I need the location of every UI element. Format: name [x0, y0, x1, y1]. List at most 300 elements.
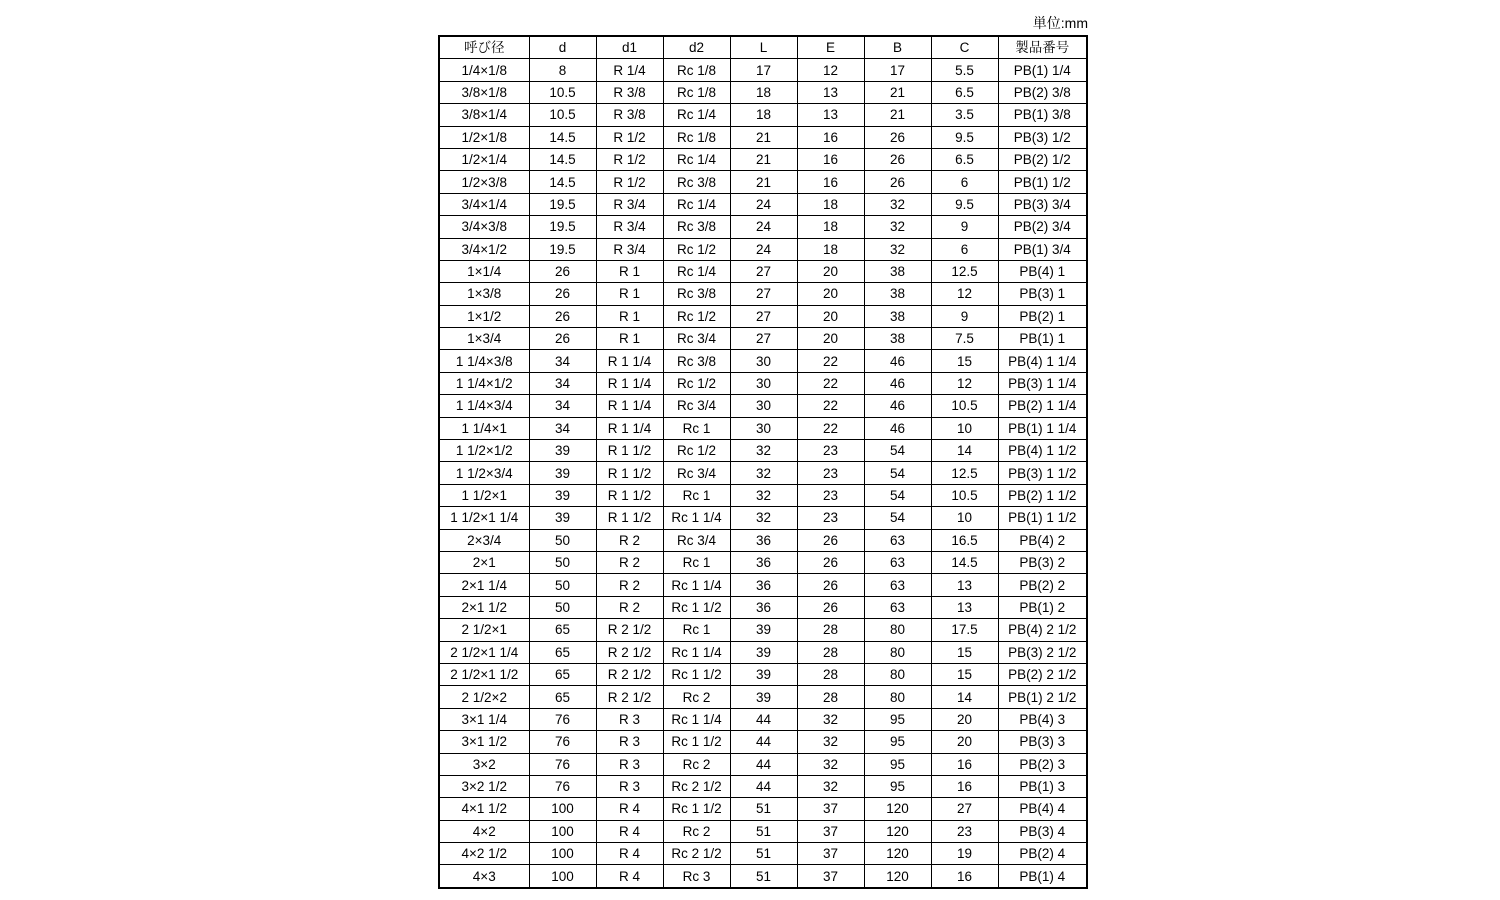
cell-product-number: PB(1) 1/4 — [998, 59, 1087, 81]
cell-d: 14.5 — [529, 171, 596, 193]
table-row — [439, 731, 1087, 753]
cell-l: 44 — [730, 775, 797, 797]
cell-product-number: PB(2) 3 — [998, 753, 1087, 775]
cell-l: 18 — [730, 104, 797, 126]
cell-e: 18 — [797, 216, 864, 238]
cell-d2: Rc 1 1/2 — [663, 731, 730, 753]
cell-product-number: PB(2) 4 — [998, 843, 1087, 865]
column-header-nominal-size: 呼び径 — [439, 36, 529, 59]
cell-l: 36 — [730, 551, 797, 573]
cell-b: 21 — [864, 81, 931, 103]
cell-nominal-size: 1×1/2 — [439, 305, 529, 327]
cell-c: 5.5 — [931, 59, 998, 81]
cell-product-number: PB(3) 1/2 — [998, 126, 1087, 148]
cell-e: 18 — [797, 193, 864, 215]
cell-b: 32 — [864, 193, 931, 215]
cell-d: 50 — [529, 574, 596, 596]
cell-d2: Rc 3/8 — [663, 171, 730, 193]
cell-e: 16 — [797, 126, 864, 148]
cell-d1: R 2 — [596, 596, 663, 618]
cell-e: 26 — [797, 596, 864, 618]
cell-d: 34 — [529, 395, 596, 417]
cell-d: 34 — [529, 372, 596, 394]
cell-d2: Rc 1 — [663, 619, 730, 641]
cell-d1: R 1 — [596, 260, 663, 282]
cell-c: 16.5 — [931, 529, 998, 551]
cell-l: 39 — [730, 641, 797, 663]
table-row — [439, 216, 1087, 238]
cell-d: 65 — [529, 641, 596, 663]
cell-d1: R 1/4 — [596, 59, 663, 81]
cell-nominal-size: 1/2×3/8 — [439, 171, 529, 193]
cell-d1: R 1 1/4 — [596, 417, 663, 439]
cell-e: 26 — [797, 551, 864, 573]
cell-product-number: PB(2) 1 1/2 — [998, 484, 1087, 506]
cell-l: 17 — [730, 59, 797, 81]
table-row — [439, 462, 1087, 484]
table-row — [439, 328, 1087, 350]
cell-d2: Rc 1 1/4 — [663, 641, 730, 663]
cell-d: 26 — [529, 260, 596, 282]
cell-l: 27 — [730, 283, 797, 305]
table-row — [439, 775, 1087, 797]
cell-d2: Rc 3/8 — [663, 283, 730, 305]
table-body — [439, 59, 1087, 888]
table-row — [439, 395, 1087, 417]
cell-d1: R 1/2 — [596, 148, 663, 170]
table-row — [439, 193, 1087, 215]
cell-c: 12.5 — [931, 260, 998, 282]
table-row — [439, 641, 1087, 663]
cell-nominal-size: 1 1/4×1 — [439, 417, 529, 439]
cell-d: 50 — [529, 529, 596, 551]
cell-product-number: PB(3) 3 — [998, 731, 1087, 753]
cell-nominal-size: 1×1/4 — [439, 260, 529, 282]
table-row — [439, 798, 1087, 820]
cell-product-number: PB(3) 2 1/2 — [998, 641, 1087, 663]
cell-d: 39 — [529, 440, 596, 462]
cell-c: 6.5 — [931, 81, 998, 103]
cell-c: 10.5 — [931, 395, 998, 417]
cell-d1: R 3/8 — [596, 104, 663, 126]
cell-d: 19.5 — [529, 238, 596, 260]
table-header-row — [439, 36, 1087, 59]
cell-d1: R 3/8 — [596, 81, 663, 103]
cell-nominal-size: 3/4×1/4 — [439, 193, 529, 215]
cell-b: 38 — [864, 283, 931, 305]
cell-product-number: PB(4) 2 1/2 — [998, 619, 1087, 641]
table-row — [439, 619, 1087, 641]
cell-c: 9.5 — [931, 193, 998, 215]
column-header-e: E — [797, 36, 864, 59]
cell-c: 16 — [931, 865, 998, 888]
cell-d1: R 1 1/2 — [596, 440, 663, 462]
cell-e: 12 — [797, 59, 864, 81]
table-row — [439, 484, 1087, 506]
cell-b: 54 — [864, 440, 931, 462]
table-row — [439, 753, 1087, 775]
cell-d: 100 — [529, 798, 596, 820]
cell-d2: Rc 1/2 — [663, 440, 730, 462]
cell-c: 10 — [931, 507, 998, 529]
cell-l: 21 — [730, 171, 797, 193]
table-row — [439, 843, 1087, 865]
cell-product-number: PB(1) 1 1/2 — [998, 507, 1087, 529]
cell-e: 23 — [797, 462, 864, 484]
cell-b: 54 — [864, 484, 931, 506]
cell-c: 23 — [931, 820, 998, 842]
cell-product-number: PB(4) 1 1/4 — [998, 350, 1087, 372]
cell-d: 39 — [529, 462, 596, 484]
cell-product-number: PB(3) 1 — [998, 283, 1087, 305]
cell-product-number: PB(1) 2 1/2 — [998, 686, 1087, 708]
cell-b: 38 — [864, 260, 931, 282]
cell-b: 95 — [864, 731, 931, 753]
table-row — [439, 440, 1087, 462]
cell-e: 37 — [797, 820, 864, 842]
cell-nominal-size: 3/8×1/4 — [439, 104, 529, 126]
cell-c: 12 — [931, 283, 998, 305]
cell-nominal-size: 1 1/4×3/4 — [439, 395, 529, 417]
table-row — [439, 663, 1087, 685]
cell-c: 15 — [931, 350, 998, 372]
cell-product-number: PB(1) 3/8 — [998, 104, 1087, 126]
cell-b: 32 — [864, 216, 931, 238]
cell-d1: R 1 — [596, 328, 663, 350]
cell-d2: Rc 1/8 — [663, 126, 730, 148]
cell-product-number: PB(2) 1 1/4 — [998, 395, 1087, 417]
cell-product-number: PB(2) 3/4 — [998, 216, 1087, 238]
cell-product-number: PB(1) 2 — [998, 596, 1087, 618]
unit-label: 単位:mm — [1032, 15, 1088, 31]
cell-d1: R 2 1/2 — [596, 686, 663, 708]
cell-b: 46 — [864, 350, 931, 372]
cell-l: 51 — [730, 843, 797, 865]
cell-d1: R 3 — [596, 731, 663, 753]
table-row — [439, 260, 1087, 282]
cell-product-number: PB(1) 4 — [998, 865, 1087, 888]
cell-nominal-size: 2×1 — [439, 551, 529, 573]
cell-d: 76 — [529, 731, 596, 753]
cell-l: 18 — [730, 81, 797, 103]
cell-c: 27 — [931, 798, 998, 820]
cell-d1: R 2 1/2 — [596, 619, 663, 641]
cell-d1: R 2 1/2 — [596, 641, 663, 663]
cell-d: 39 — [529, 484, 596, 506]
cell-l: 24 — [730, 216, 797, 238]
cell-l: 30 — [730, 372, 797, 394]
cell-nominal-size: 1×3/4 — [439, 328, 529, 350]
cell-d: 65 — [529, 663, 596, 685]
cell-d1: R 2 — [596, 551, 663, 573]
table-row — [439, 238, 1087, 260]
table-row — [439, 417, 1087, 439]
cell-c: 10.5 — [931, 484, 998, 506]
cell-nominal-size: 4×2 — [439, 820, 529, 842]
cell-c: 19 — [931, 843, 998, 865]
cell-nominal-size: 4×1 1/2 — [439, 798, 529, 820]
cell-d1: R 4 — [596, 820, 663, 842]
column-header-c: C — [931, 36, 998, 59]
cell-d: 50 — [529, 551, 596, 573]
cell-l: 30 — [730, 350, 797, 372]
cell-d1: R 3/4 — [596, 216, 663, 238]
cell-b: 63 — [864, 529, 931, 551]
cell-d: 39 — [529, 507, 596, 529]
cell-d2: Rc 1 1/2 — [663, 663, 730, 685]
cell-e: 20 — [797, 328, 864, 350]
cell-nominal-size: 3/4×1/2 — [439, 238, 529, 260]
table-row — [439, 283, 1087, 305]
cell-product-number: PB(3) 1 1/4 — [998, 372, 1087, 394]
cell-nominal-size: 3×1 1/2 — [439, 731, 529, 753]
cell-b: 54 — [864, 462, 931, 484]
cell-d1: R 3 — [596, 775, 663, 797]
cell-nominal-size: 3×2 — [439, 753, 529, 775]
cell-b: 63 — [864, 574, 931, 596]
cell-e: 13 — [797, 104, 864, 126]
cell-b: 26 — [864, 148, 931, 170]
cell-b: 46 — [864, 372, 931, 394]
cell-nominal-size: 3×1 1/4 — [439, 708, 529, 730]
cell-b: 95 — [864, 753, 931, 775]
cell-d2: Rc 3/4 — [663, 529, 730, 551]
cell-d2: Rc 1 1/4 — [663, 708, 730, 730]
cell-l: 32 — [730, 484, 797, 506]
cell-d1: R 3/4 — [596, 193, 663, 215]
cell-b: 63 — [864, 596, 931, 618]
cell-d: 100 — [529, 865, 596, 888]
cell-d: 10.5 — [529, 104, 596, 126]
cell-d1: R 1 1/4 — [596, 395, 663, 417]
cell-e: 26 — [797, 529, 864, 551]
cell-d1: R 4 — [596, 843, 663, 865]
cell-l: 27 — [730, 260, 797, 282]
cell-l: 27 — [730, 328, 797, 350]
cell-c: 20 — [931, 708, 998, 730]
cell-c: 9 — [931, 216, 998, 238]
cell-product-number: PB(1) 3 — [998, 775, 1087, 797]
cell-d1: R 1/2 — [596, 126, 663, 148]
column-header-l: L — [730, 36, 797, 59]
cell-l: 32 — [730, 507, 797, 529]
column-header-d: d — [529, 36, 596, 59]
cell-nominal-size: 2 1/2×2 — [439, 686, 529, 708]
cell-b: 80 — [864, 619, 931, 641]
cell-l: 36 — [730, 574, 797, 596]
cell-d1: R 1/2 — [596, 171, 663, 193]
column-header-d1: d1 — [596, 36, 663, 59]
cell-product-number: PB(2) 3/8 — [998, 81, 1087, 103]
cell-nominal-size: 2×1 1/2 — [439, 596, 529, 618]
cell-nominal-size: 3/8×1/8 — [439, 81, 529, 103]
cell-product-number: PB(4) 3 — [998, 708, 1087, 730]
cell-e: 28 — [797, 619, 864, 641]
cell-d: 26 — [529, 305, 596, 327]
cell-e: 32 — [797, 775, 864, 797]
table-row — [439, 596, 1087, 618]
cell-b: 38 — [864, 328, 931, 350]
cell-nominal-size: 4×3 — [439, 865, 529, 888]
cell-c: 15 — [931, 663, 998, 685]
cell-nominal-size: 1 1/4×1/2 — [439, 372, 529, 394]
cell-d1: R 1 1/4 — [596, 372, 663, 394]
table-row — [439, 171, 1087, 193]
cell-d1: R 2 — [596, 574, 663, 596]
cell-c: 7.5 — [931, 328, 998, 350]
table-row — [439, 104, 1087, 126]
cell-d2: Rc 1 — [663, 417, 730, 439]
cell-d: 65 — [529, 686, 596, 708]
cell-e: 16 — [797, 171, 864, 193]
column-header-d2: d2 — [663, 36, 730, 59]
table-row — [439, 305, 1087, 327]
cell-l: 36 — [730, 529, 797, 551]
cell-c: 16 — [931, 775, 998, 797]
cell-e: 22 — [797, 395, 864, 417]
cell-d2: Rc 1/2 — [663, 372, 730, 394]
cell-d2: Rc 1 1/2 — [663, 596, 730, 618]
spec-table — [438, 35, 1088, 889]
table-row — [439, 551, 1087, 573]
cell-e: 20 — [797, 260, 864, 282]
cell-nominal-size: 1/4×1/8 — [439, 59, 529, 81]
cell-product-number: PB(1) 3/4 — [998, 238, 1087, 260]
cell-l: 44 — [730, 731, 797, 753]
cell-e: 37 — [797, 843, 864, 865]
cell-product-number: PB(2) 1/2 — [998, 148, 1087, 170]
cell-c: 9.5 — [931, 126, 998, 148]
cell-product-number: PB(2) 2 — [998, 574, 1087, 596]
cell-d2: Rc 3/8 — [663, 350, 730, 372]
table-row — [439, 126, 1087, 148]
cell-d2: Rc 3/4 — [663, 462, 730, 484]
cell-nominal-size: 2 1/2×1 — [439, 619, 529, 641]
cell-nominal-size: 2×3/4 — [439, 529, 529, 551]
table-row — [439, 350, 1087, 372]
cell-e: 22 — [797, 372, 864, 394]
cell-d2: Rc 1/4 — [663, 260, 730, 282]
cell-d: 65 — [529, 619, 596, 641]
cell-product-number: PB(1) 1 1/4 — [998, 417, 1087, 439]
cell-d1: R 1 1/2 — [596, 462, 663, 484]
cell-d2: Rc 1/8 — [663, 59, 730, 81]
cell-c: 3.5 — [931, 104, 998, 126]
cell-d2: Rc 2 1/2 — [663, 775, 730, 797]
cell-d1: R 1 1/2 — [596, 484, 663, 506]
cell-d2: Rc 1/8 — [663, 81, 730, 103]
cell-b: 17 — [864, 59, 931, 81]
cell-d: 10.5 — [529, 81, 596, 103]
cell-d: 76 — [529, 708, 596, 730]
cell-b: 120 — [864, 820, 931, 842]
cell-b: 46 — [864, 417, 931, 439]
cell-e: 32 — [797, 731, 864, 753]
cell-d: 26 — [529, 328, 596, 350]
cell-l: 51 — [730, 798, 797, 820]
cell-b: 32 — [864, 238, 931, 260]
cell-c: 9 — [931, 305, 998, 327]
cell-e: 18 — [797, 238, 864, 260]
cell-b: 80 — [864, 686, 931, 708]
cell-l: 24 — [730, 193, 797, 215]
column-header-product-number: 製品番号 — [998, 36, 1087, 59]
cell-b: 95 — [864, 775, 931, 797]
cell-product-number: PB(4) 4 — [998, 798, 1087, 820]
cell-e: 26 — [797, 574, 864, 596]
cell-product-number: PB(2) 2 1/2 — [998, 663, 1087, 685]
cell-product-number: PB(2) 1 — [998, 305, 1087, 327]
cell-e: 13 — [797, 81, 864, 103]
cell-nominal-size: 1 1/2×1 — [439, 484, 529, 506]
cell-l: 30 — [730, 395, 797, 417]
cell-l: 36 — [730, 596, 797, 618]
cell-b: 80 — [864, 663, 931, 685]
cell-c: 6 — [931, 238, 998, 260]
cell-e: 23 — [797, 484, 864, 506]
cell-d: 26 — [529, 283, 596, 305]
cell-nominal-size: 1×3/8 — [439, 283, 529, 305]
cell-d1: R 4 — [596, 865, 663, 888]
cell-c: 14 — [931, 440, 998, 462]
cell-b: 120 — [864, 843, 931, 865]
table-row — [439, 59, 1087, 81]
table-row — [439, 507, 1087, 529]
cell-d: 19.5 — [529, 193, 596, 215]
cell-d: 14.5 — [529, 148, 596, 170]
cell-e: 16 — [797, 148, 864, 170]
cell-b: 46 — [864, 395, 931, 417]
cell-l: 44 — [730, 753, 797, 775]
cell-d: 8 — [529, 59, 596, 81]
cell-nominal-size: 2 1/2×1 1/2 — [439, 663, 529, 685]
cell-c: 14.5 — [931, 551, 998, 573]
cell-nominal-size: 1 1/4×3/8 — [439, 350, 529, 372]
cell-d2: Rc 3/4 — [663, 395, 730, 417]
cell-l: 21 — [730, 126, 797, 148]
cell-c: 14 — [931, 686, 998, 708]
cell-c: 6.5 — [931, 148, 998, 170]
cell-d1: R 2 — [596, 529, 663, 551]
table-row — [439, 529, 1087, 551]
cell-d1: R 3 — [596, 708, 663, 730]
cell-e: 23 — [797, 440, 864, 462]
cell-c: 12 — [931, 372, 998, 394]
cell-d2: Rc 2 — [663, 753, 730, 775]
cell-l: 32 — [730, 440, 797, 462]
cell-e: 32 — [797, 708, 864, 730]
cell-d: 100 — [529, 843, 596, 865]
cell-d: 34 — [529, 417, 596, 439]
cell-b: 120 — [864, 798, 931, 820]
cell-nominal-size: 3×2 1/2 — [439, 775, 529, 797]
cell-c: 10 — [931, 417, 998, 439]
cell-e: 28 — [797, 641, 864, 663]
cell-product-number: PB(3) 4 — [998, 820, 1087, 842]
cell-nominal-size: 1 1/2×1 1/4 — [439, 507, 529, 529]
table-row — [439, 686, 1087, 708]
cell-b: 38 — [864, 305, 931, 327]
cell-nominal-size: 4×2 1/2 — [439, 843, 529, 865]
cell-product-number: PB(4) 2 — [998, 529, 1087, 551]
cell-l: 24 — [730, 238, 797, 260]
cell-product-number: PB(1) 1 — [998, 328, 1087, 350]
cell-d: 34 — [529, 350, 596, 372]
cell-d: 100 — [529, 820, 596, 842]
cell-d: 14.5 — [529, 126, 596, 148]
cell-d1: R 1 1/2 — [596, 507, 663, 529]
cell-b: 120 — [864, 865, 931, 888]
